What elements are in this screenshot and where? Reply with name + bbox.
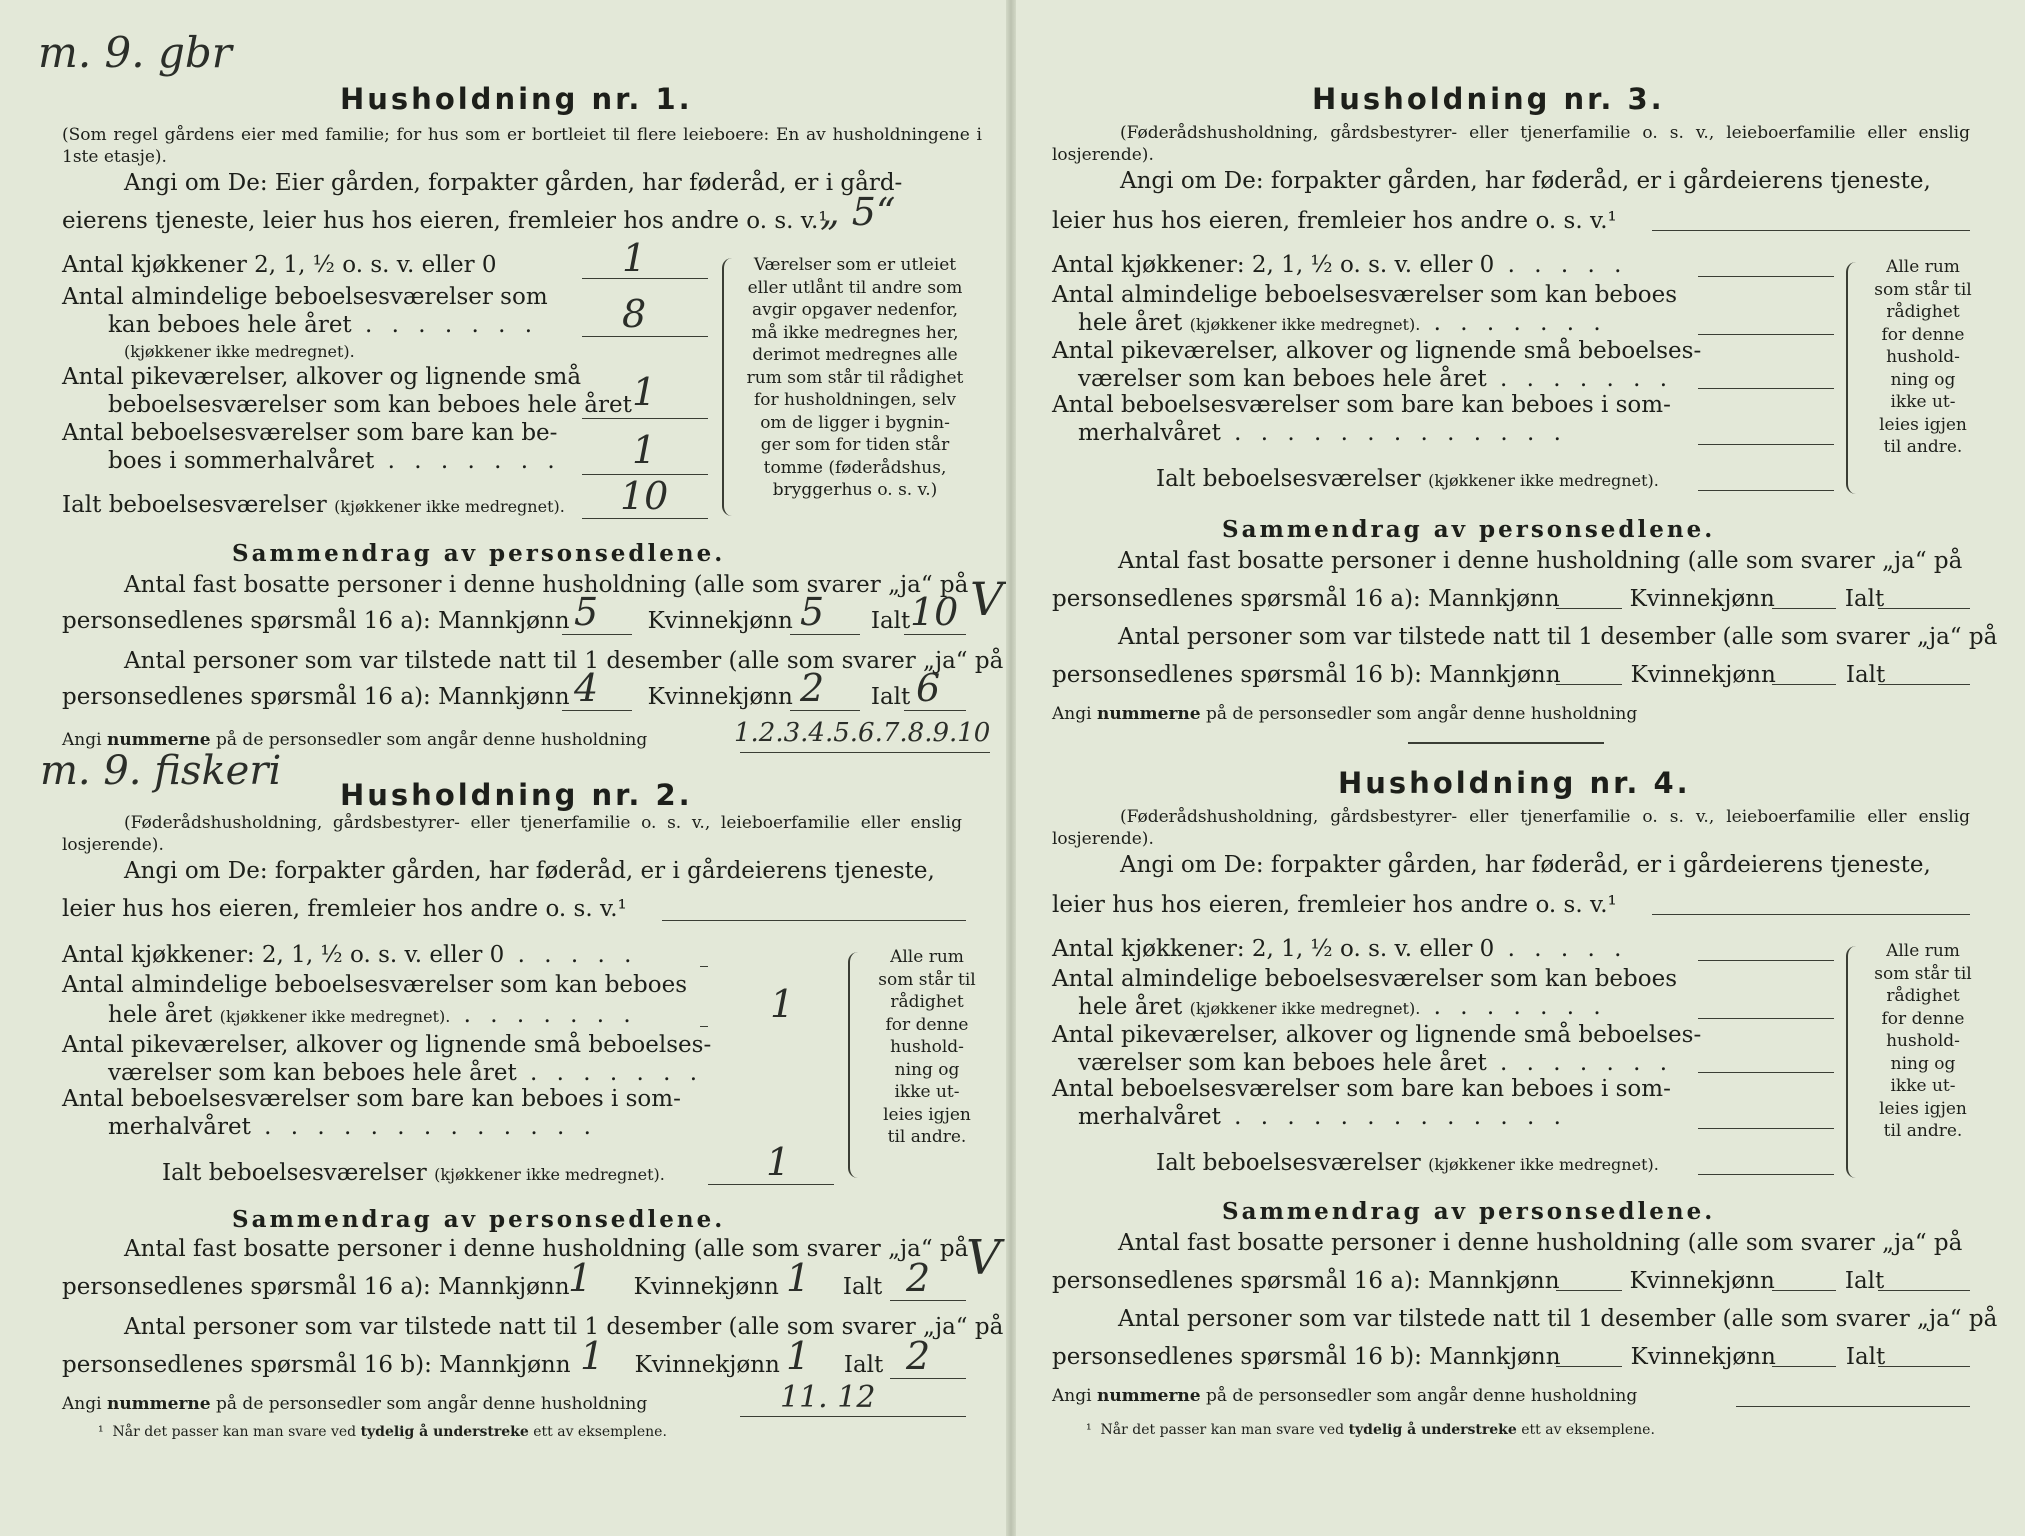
household-3-kitchens-label: Antal kjøkkener: 2, 1, ½ o. s. v. eller 0 . . . . .	[1052, 252, 1628, 278]
household-2-summary-title: Sammendrag av personsedlene.	[232, 1206, 726, 1233]
household-1-note: (Som regel gårdens eier med familie; for hus som er bortleiet til flere leieboere: En av husholdningene i 1ste etasje).	[62, 125, 982, 167]
household-3-total-rooms-line	[1698, 490, 1834, 491]
side-note-line: derimot medregnes alle	[752, 345, 958, 365]
household-3-total-rooms-label: Ialt beboelsesværelser (kjøkkener ikke medregnet).	[1156, 466, 1659, 492]
household-3-title: Husholdning nr. 3.	[1312, 82, 1665, 116]
household-2-kitchens-label: Antal kjøkkener: 2, 1, ½ o. s. v. eller 0 . . . . .	[62, 942, 638, 968]
household-1-summer-rooms-label2: boes i sommerhalvåret . . . . . . .	[108, 448, 561, 474]
household-2-total-rooms-line	[708, 1184, 834, 1185]
household-2-side-note	[862, 946, 992, 1149]
household-4-note: (Føderådshusholdning, gårdsbestyrer- eller tjenerfamilie o. s. v., leieboerfamilie eller enslig losjerende).	[1052, 807, 1970, 849]
household-1-summary-resident-line1: Antal fast bosatte personer i denne husholdning (alle som svarer „ja“ på	[124, 572, 969, 598]
household-3-question-line1: Angi om De: forpakter gården, har føderåd, er i gårdeierens tjeneste,	[1120, 168, 1931, 194]
household-1-resident-total-answer: 10	[910, 590, 959, 634]
household-4-present-total-line	[1878, 1366, 1970, 1367]
household-4-present-female-line	[1772, 1366, 1836, 1367]
household-4-total-rooms-label: Ialt beboelsesværelser (kjøkkener ikke medregnet).	[1156, 1150, 1659, 1176]
household-4-ordinary-rooms-label2: hele året (kjøkkener ikke medregnet). . . . . . . .	[1078, 994, 1607, 1020]
household-1-resident-male-line	[562, 634, 632, 635]
household-2-summary-resident-line2: personsedlenes spørsmål 16 a): Mannkjønn Kvinnekjønn Ialt	[62, 1274, 883, 1300]
household-4-summary-present-line1: Antal personer som var tilstede natt til 1 desember (alle som svarer „ja“ på	[1118, 1306, 1998, 1332]
household-1-brace	[722, 258, 736, 516]
household-4-question-line	[1652, 914, 1970, 915]
side-note-line: til andre.	[1883, 437, 1963, 457]
household-1-summer-rooms-answer: 1	[632, 428, 657, 472]
household-2-numbers-line	[740, 1416, 966, 1417]
household-1-resident-male-answer: 5	[574, 590, 599, 634]
household-2-question-line1: Angi om De: forpakter gården, har føderåd, er i gårdeierens tjeneste,	[124, 858, 935, 884]
household-4-kitchens-label: Antal kjøkkener: 2, 1, ½ o. s. v. eller 0 . . . . .	[1052, 936, 1628, 962]
household-4-summer-rooms-label1: Antal beboelsesværelser som bare kan beboes i som-	[1052, 1076, 1671, 1102]
household-2-kitchens-line	[700, 966, 708, 967]
household-1-kitchens-label: Antal kjøkkener 2, 1, ½ o. s. v. eller 0	[62, 252, 497, 278]
household-2-ordinary-rooms-label1: Antal almindelige beboelsesværelser som kan beboes	[62, 972, 688, 998]
household-3-small-rooms-label1: Antal pikeværelser, alkover og lignende små beboelses-	[1052, 338, 1702, 364]
household-2-summer-rooms-label2: merhalvåret . . . . . . . . . . . . .	[108, 1114, 597, 1140]
side-note-line: ning og	[1890, 369, 1956, 390]
side-note-line: ning og	[1890, 1053, 1956, 1074]
household-4-kitchens-line	[1698, 960, 1834, 961]
side-note-line: eller utlånt til andre som	[747, 277, 963, 298]
household-3-small-rooms-label2: værelser som kan beboes hele året . . . . . . .	[1078, 366, 1674, 392]
household-2-summary-resident-line1: Antal fast bosatte personer i denne husholdning (alle som svarer „ja“ på	[124, 1236, 969, 1262]
household-2-resident-male-answer: 1	[568, 1256, 593, 1300]
household-1-title: Husholdning nr. 1.	[340, 82, 693, 116]
side-note-line: Alle rum	[1886, 257, 1960, 277]
household-2-total-rooms-answer: 1	[766, 1140, 791, 1184]
household-4-summer-rooms-line	[1698, 1128, 1834, 1129]
household-2-margin-note: m. 9. fiskeri	[40, 748, 282, 794]
side-note-line: hushold-	[890, 1037, 964, 1057]
side-note-line: leies igjen	[883, 1104, 971, 1125]
household-3-kitchens-line	[1698, 276, 1834, 277]
household-4-summary-resident-line1: Antal fast bosatte personer i denne husholdning (alle som svarer „ja“ på	[1118, 1230, 1963, 1256]
corner-handwritten-note: m. 9. gbr	[38, 28, 232, 77]
household-2-present-male-answer: 1	[580, 1334, 605, 1378]
household-4-small-rooms-line	[1698, 1072, 1834, 1073]
household-2-small-rooms-label1: Antal pikeværelser, alkover og lignende små beboelses-	[62, 1032, 712, 1058]
household-1-present-male-answer: 4	[574, 666, 599, 710]
household-4-summer-rooms-label2: merhalvåret . . . . . . . . . . . . .	[1078, 1104, 1567, 1130]
right-footnote: ¹ Når det passer kan man svare ved tydelig å understreke ett av eksemplene.	[1086, 1422, 1655, 1438]
side-note-line: leies igjen	[1879, 1098, 1967, 1119]
left-footnote: ¹ Når det passer kan man svare ved tydelig å understreke ett av eksemplene.	[98, 1424, 667, 1440]
household-2-ordinary-rooms-answer: 1	[770, 982, 795, 1026]
side-note-line: som står til	[1874, 963, 1972, 984]
household-2-note: (Føderådshusholdning, gårdsbestyrer- eller tjenerfamilie o. s. v., leieboerfamilie eller enslig losjerende).	[62, 813, 962, 855]
household-4-numbers-line	[1736, 1406, 1970, 1407]
side-note-line: rum som står til rådighet	[746, 367, 964, 388]
household-4-summary-title: Sammendrag av personsedlene.	[1222, 1198, 1716, 1225]
side-note-line: om de ligger i bygnin-	[760, 412, 950, 433]
side-note-line: ikke ut-	[1890, 1076, 1956, 1096]
household-1-question-answer: „ 5“	[820, 190, 896, 234]
household-1-question-line1: Angi om De: Eier gården, forpakter gården, har føderåd, er i gård-	[124, 170, 903, 196]
household-2-summary-present-line1: Antal personer som var tilstede natt til 1 desember (alle som svarer „ja“ på	[124, 1314, 1004, 1340]
household-1-present-female-answer: 2	[800, 666, 825, 710]
household-1-total-rooms-answer: 10	[620, 474, 669, 518]
side-note-line: for denne	[1881, 1008, 1965, 1029]
household-4-small-rooms-label1: Antal pikeværelser, alkover og lignende små beboelses-	[1052, 1022, 1702, 1048]
household-1-resident-total-line	[904, 634, 966, 635]
household-4-ordinary-rooms-label1: Antal almindelige beboelsesværelser som kan beboes	[1052, 966, 1678, 992]
section-divider	[1408, 742, 1604, 744]
household-2-small-rooms-label2: værelser som kan beboes hele året . . . . . . .	[108, 1060, 704, 1086]
side-note-line: må ikke medregnes her,	[751, 322, 959, 343]
household-2-present-total-answer: 2	[906, 1334, 931, 1378]
household-3-present-male-line	[1556, 684, 1622, 685]
household-3-summer-rooms-line	[1698, 444, 1834, 445]
household-3-ordinary-rooms-label1: Antal almindelige beboelsesværelser som kan beboes	[1052, 282, 1678, 308]
household-1-ordinary-rooms-label3: (kjøkkener ikke medregnet).	[124, 342, 355, 361]
household-2-numbers-label: Angi nummerne på de personsedler som angår denne husholdning	[62, 1394, 648, 1414]
side-note-line: rådighet	[1886, 986, 1960, 1006]
household-1-present-female-line	[790, 710, 860, 711]
side-note-line: for husholdningen, selv	[753, 390, 957, 410]
household-3-summary-title: Sammendrag av personsedlene.	[1222, 516, 1716, 543]
household-1-ordinary-rooms-line	[582, 336, 708, 337]
side-note-line: Alle rum	[890, 947, 964, 967]
household-3-resident-male-line	[1556, 608, 1622, 609]
household-4-summary-present-line2: personsedlenes spørsmål 16 b): Mannkjønn Kvinnekjønn Ialt	[1052, 1344, 1886, 1370]
household-3-note: (Føderådshusholdning, gårdsbestyrer- eller tjenerfamilie o. s. v., leieboerfamilie eller enslig losjerende).	[1052, 123, 1970, 165]
household-2-brace	[848, 952, 862, 1178]
household-3-question-line2: leier hus hos eieren, fremleier hos andre o. s. v.¹	[1052, 208, 1617, 234]
household-4-ordinary-rooms-line	[1698, 1018, 1834, 1019]
household-3-summary-present-line1: Antal personer som var tilstede natt til 1 desember (alle som svarer „ja“ på	[1118, 624, 1998, 650]
household-3-summary-resident-line2: personsedlenes spørsmål 16 a): Mannkjønn Kvinnekjønn Ialt	[1052, 586, 1885, 612]
side-note-line: for denne	[885, 1014, 969, 1035]
household-1-summary-title: Sammendrag av personsedlene.	[232, 540, 726, 567]
side-note-line: ger som for tiden står	[760, 435, 950, 455]
side-note-line: som står til	[1874, 279, 1972, 300]
household-4-question-line2: leier hus hos eieren, fremleier hos andre o. s. v.¹	[1052, 892, 1617, 918]
household-3-summary-resident-line1: Antal fast bosatte personer i denne husholdning (alle som svarer „ja“ på	[1118, 548, 1963, 574]
right-page	[1012, 0, 2025, 1536]
household-1-ordinary-rooms-label2: kan beboes hele året . . . . . . .	[108, 312, 539, 338]
household-3-question-line	[1652, 230, 1970, 231]
household-3-summary-present-line2: personsedlenes spørsmål 16 b): Mannkjønn Kvinnekjønn Ialt	[1052, 662, 1886, 688]
household-3-present-total-line	[1878, 684, 1970, 685]
household-2-resident-female-answer: 1	[786, 1256, 811, 1300]
household-2-ordinary-rooms-label2: hele året (kjøkkener ikke medregnet). . . . . . . .	[108, 1002, 637, 1028]
side-note-line: til andre.	[887, 1127, 967, 1147]
left-page	[0, 0, 1012, 1536]
side-note-line: avgir opgaver nedenfor,	[751, 300, 958, 320]
side-note-line: rådighet	[890, 992, 964, 1012]
household-4-summary-resident-line2: personsedlenes spørsmål 16 a): Mannkjønn Kvinnekjønn Ialt	[1052, 1268, 1885, 1294]
household-4-present-male-line	[1556, 1366, 1622, 1367]
household-3-present-female-line	[1772, 684, 1836, 685]
household-3-ordinary-rooms-label2: hele året (kjøkkener ikke medregnet). . . . . . . .	[1078, 310, 1607, 336]
household-1-present-total-line	[904, 710, 966, 711]
household-2-resident-total-answer: 2	[906, 1256, 931, 1300]
household-1-summary-resident-line2: personsedlenes spørsmål 16 a): Mannkjønn Kvinnekjønn Ialt	[62, 608, 911, 634]
household-2-present-total-line	[890, 1378, 966, 1379]
household-1-resident-female-line	[790, 634, 860, 635]
side-note-line: Værelser som er utleiet	[753, 255, 957, 275]
household-1-summer-rooms-label1: Antal beboelsesværelser som bare kan be-	[62, 420, 558, 446]
household-1-present-total-answer: 6	[916, 666, 941, 710]
household-1-check-mark: V	[970, 572, 1004, 626]
household-1-ordinary-rooms-answer: 8	[622, 292, 647, 336]
household-2-present-female-answer: 1	[786, 1334, 811, 1378]
household-1-numbers-answer: 1.2.3.4.5.6.7.8.9.10	[734, 718, 991, 748]
household-3-summer-rooms-label1: Antal beboelsesværelser som bare kan beboes i som-	[1052, 392, 1671, 418]
household-1-numbers-line	[740, 752, 990, 753]
side-note-line: hushold-	[1886, 1031, 1960, 1051]
household-4-title: Husholdning nr. 4.	[1338, 766, 1691, 800]
household-4-small-rooms-label2: værelser som kan beboes hele året . . . . . . .	[1078, 1050, 1674, 1076]
side-note-line: som står til	[878, 969, 976, 990]
household-4-question-line1: Angi om De: forpakter gården, har føderåd, er i gårdeierens tjeneste,	[1120, 852, 1931, 878]
side-note-line: bryggerhus o. s. v.)	[772, 480, 938, 500]
household-3-resident-total-line	[1878, 608, 1970, 609]
household-2-question-line	[662, 920, 966, 921]
household-1-numbers-label: Angi nummerne på de personsedler som angår denne husholdning	[62, 730, 648, 750]
household-1-total-rooms-line	[582, 518, 708, 519]
household-1-summary-present-line2: personsedlenes spørsmål 16 a): Mannkjønn Kvinnekjønn Ialt	[62, 684, 911, 710]
side-note-line: til andre.	[1883, 1121, 1963, 1141]
household-2-question-line2: leier hus hos eieren, fremleier hos andre o. s. v.¹	[62, 896, 627, 922]
household-1-small-rooms-line	[582, 418, 708, 419]
household-4-side-note	[1858, 940, 1988, 1143]
side-note-line: for denne	[1881, 324, 1965, 345]
household-1-ordinary-rooms-label1: Antal almindelige beboelsesværelser som	[62, 284, 548, 310]
side-note-line: ikke ut-	[1890, 392, 1956, 412]
household-4-resident-female-line	[1772, 1290, 1836, 1291]
household-1-present-male-line	[562, 710, 632, 711]
side-note-line: leies igjen	[1879, 414, 1967, 435]
household-4-total-rooms-line	[1698, 1174, 1834, 1175]
household-3-small-rooms-line	[1698, 388, 1834, 389]
household-2-title: Husholdning nr. 2.	[340, 778, 693, 812]
household-3-ordinary-rooms-line	[1698, 334, 1834, 335]
household-2-check-mark: V	[966, 1230, 1001, 1286]
household-3-side-note	[1858, 256, 1988, 459]
household-1-resident-female-answer: 5	[800, 590, 825, 634]
household-1-small-rooms-label1: Antal pikeværelser, alkover og lignende små	[62, 364, 582, 390]
household-1-summary-present-line1: Antal personer som var tilstede natt til 1 desember (alle som svarer „ja“ på	[124, 648, 1004, 674]
household-2-numbers-answer: 11. 12	[780, 1380, 876, 1415]
household-1-side-note	[735, 254, 975, 502]
household-2-summary-present-line2: personsedlenes spørsmål 16 b): Mannkjønn Kvinnekjønn Ialt	[62, 1352, 884, 1378]
side-note-line: ikke ut-	[894, 1082, 960, 1102]
household-3-numbers-label: Angi nummerne på de personsedler som angår denne husholdning	[1052, 704, 1638, 724]
household-2-total-rooms-label: Ialt beboelsesværelser (kjøkkener ikke medregnet).	[162, 1160, 665, 1186]
household-1-kitchens-answer: 1	[622, 236, 647, 280]
household-4-resident-total-line	[1878, 1290, 1970, 1291]
household-3-summer-rooms-label2: merhalvåret . . . . . . . . . . . . .	[1078, 420, 1567, 446]
side-note-line: tomme (føderådshus,	[763, 457, 947, 478]
household-1-total-rooms-label: Ialt beboelsesværelser (kjøkkener ikke medregnet).	[62, 492, 565, 518]
household-1-question-line2: eierens tjeneste, leier hus hos eieren, fremleier hos andre o. s. v.¹	[62, 208, 828, 234]
household-1-small-rooms-answer: 1	[632, 370, 657, 414]
household-2-ordinary-rooms-line	[700, 1026, 708, 1027]
side-note-line: ning og	[894, 1059, 960, 1080]
household-2-resident-total-line	[890, 1300, 966, 1301]
household-1-small-rooms-label2: beboelsesværelser som kan beboes hele året	[108, 392, 632, 418]
side-note-line: hushold-	[1886, 347, 1960, 367]
household-4-numbers-label: Angi nummerne på de personsedler som angår denne husholdning	[1052, 1386, 1638, 1406]
household-3-resident-female-line	[1772, 608, 1836, 609]
side-note-line: rådighet	[1886, 302, 1960, 322]
side-note-line: Alle rum	[1886, 941, 1960, 961]
household-4-resident-male-line	[1556, 1290, 1622, 1291]
household-2-summer-rooms-label1: Antal beboelsesværelser som bare kan beboes i som-	[62, 1086, 681, 1112]
